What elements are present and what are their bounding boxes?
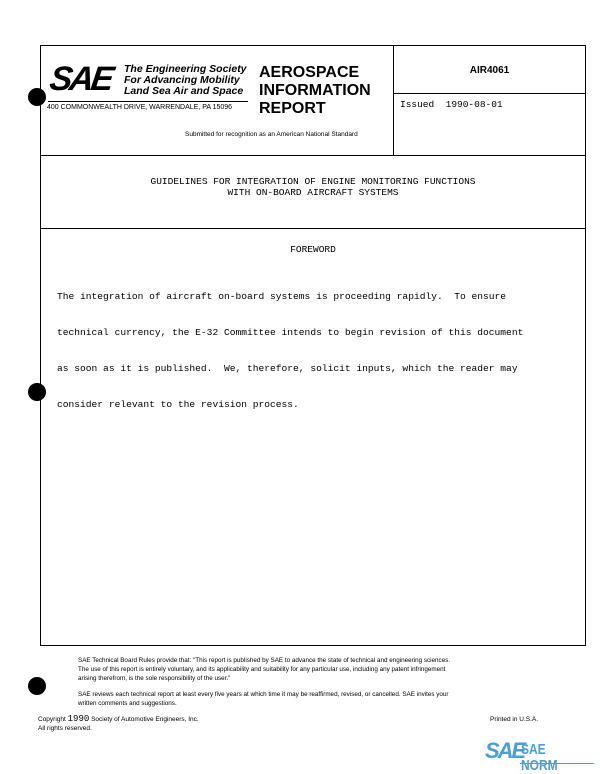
issued-date: [400, 99, 503, 110]
foreword-line: technical currency, the E-32 Committee intends to begin revision of this document: [57, 327, 524, 338]
tagline-line: For Advancing Mobility: [124, 74, 240, 86]
foreword-heading: FOREWORD: [290, 244, 336, 255]
divider: [393, 93, 586, 94]
review-line: SAE reviews each technical report at least every five years at which time it may be reaffirmed, revised, or cancelled. SAE invites your: [78, 691, 449, 698]
title-line: GUIDELINES FOR INTEGRATION OF ENGINE MONITORING FUNCTIONS: [150, 176, 476, 187]
copyright-owner: Society of Automotive Engineers, Inc.: [91, 716, 199, 723]
divider: [40, 228, 586, 229]
review-line: written comments and suggestions.: [78, 700, 177, 707]
divider: [393, 45, 394, 155]
copyright: [38, 715, 199, 733]
tagline-line: The Engineering Society: [124, 63, 247, 75]
foreword-line: consider relevant to the revision process.: [57, 399, 299, 410]
copyright-label: Copyright: [38, 716, 66, 723]
printed-in: Printed in U.S.A.: [490, 716, 539, 723]
address: 400 COMMONWEALTH DRIVE, WARRENDALE, PA 15096: [47, 104, 233, 111]
issued-label: Issued: [400, 99, 435, 110]
review-note: [78, 690, 449, 708]
report-type-line: INFORMATION: [259, 82, 371, 99]
sae-logo: SAE: [47, 60, 114, 98]
society-tagline: [124, 64, 247, 97]
submitted-note: Submitted for recognition as an American National Standard: [185, 131, 358, 138]
report-type-line: REPORT: [259, 100, 326, 117]
document-title: [40, 176, 586, 198]
rights-reserved: All rights reserved.: [38, 725, 92, 732]
policy-line: arising therefrom, is the sole responsibility of the user.": [78, 675, 231, 682]
watermark-rule: [520, 763, 594, 764]
foreword-body: [57, 267, 523, 435]
policy-line: The use of this report is entirely voluntary, and its applicability and suitability for any particular use, including any patent infringement: [78, 666, 446, 673]
divider: [40, 155, 586, 156]
report-type: [259, 64, 371, 118]
watermark-logo: SAE: [485, 738, 525, 763]
policy-line: SAE Technical Board Rules provide that: "This report is published by SAE to advance the state of technical and engineering sciences.: [78, 657, 451, 664]
rule: [48, 101, 248, 102]
policy-note: [78, 656, 450, 683]
tagline-line: Land Sea Air and Space: [124, 85, 244, 97]
watermark-text: SAE NORM: [521, 741, 558, 774]
foreword-line: as soon as it is published. We, therefore, solicit inputs, which the reader may: [57, 363, 518, 374]
foreword-line: The integration of aircraft on-board systems is proceeding rapidly. To ensure: [57, 291, 507, 302]
copyright-year: 1990: [67, 714, 90, 724]
document-number: AIR4061: [469, 65, 510, 76]
title-line: WITH ON-BOARD AIRCRAFT SYSTEMS: [227, 187, 399, 198]
issued-value: 1990-08-01: [445, 99, 503, 110]
punch-hole: [28, 677, 46, 695]
report-type-line: AEROSPACE: [259, 64, 360, 81]
